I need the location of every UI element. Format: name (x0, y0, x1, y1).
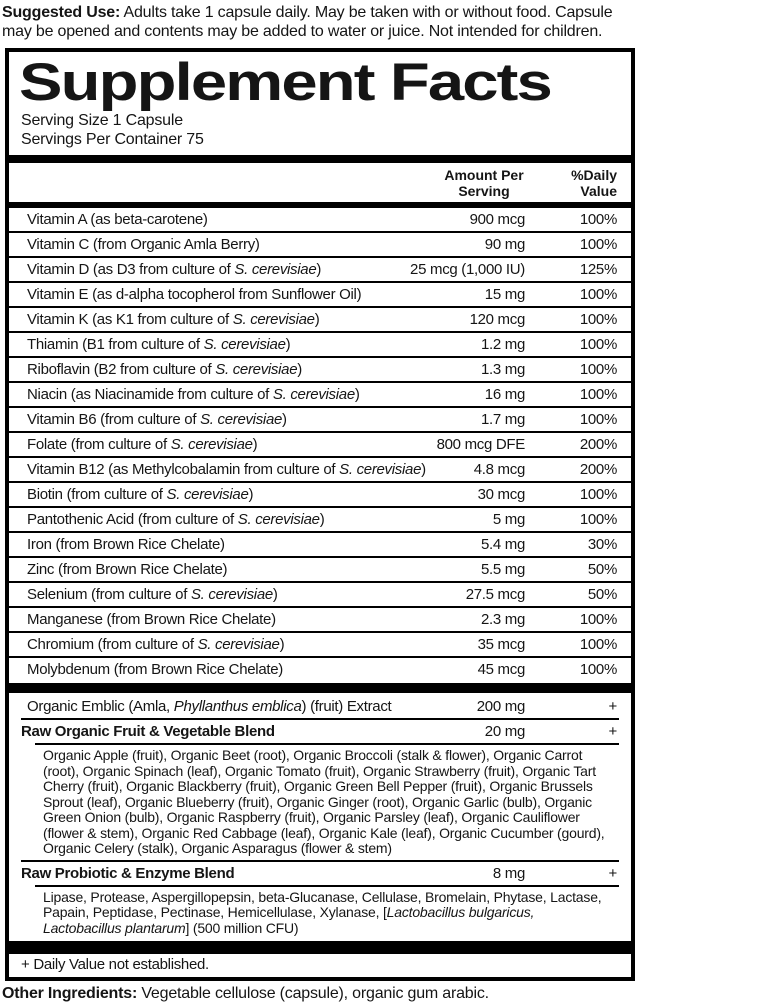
nutrient-row (9, 356, 631, 381)
ingredient-name-italic: Phyllanthus emblica (173, 698, 302, 715)
ingredient-name-text: Molybdenum (from Brown Rice Chelate) (27, 661, 283, 678)
serving-info (9, 112, 631, 149)
ingredient-name-italic: S. cerevisiae (197, 636, 280, 653)
ingredient-name-text: ) (282, 411, 287, 428)
nutrient-amount: 4.8 mcg (473, 461, 525, 478)
nutrient-name (21, 722, 485, 741)
nutrient-daily-value: + (608, 723, 617, 740)
nutrient-name (21, 585, 466, 604)
suggested-use (0, 0, 640, 43)
ingredient-name-text: Lipase, Protease, Aspergillopepsin, beta-Glucanase, Cellulase, Bromelain, Phytase, Lactase, Papain, Peptidase, Pectinase, Hemicellulase, Xylanase, [ (43, 888, 602, 920)
nutrient-amount: 35 mcg (477, 636, 525, 653)
ingredient-name-text: ) (272, 586, 278, 603)
nutrient-row (9, 281, 631, 306)
nutrient-amount: 2.3 mg (480, 611, 525, 628)
ingredient-name-text: Chromium (from culture of (27, 636, 198, 653)
nutrient-name (21, 410, 481, 429)
nutrient-amount: 90 mg (484, 236, 525, 253)
ingredient-name-italic: S. cerevisiae (215, 361, 298, 378)
amount-per-serving-header: Amount Per Serving (444, 167, 524, 199)
nutrient-daily-value: 50% (587, 586, 617, 603)
ingredient-name-text: ) (297, 361, 302, 378)
blend-row (9, 720, 631, 743)
ingredient-name-text: Raw Organic Fruit & Vegetable Blend (21, 723, 275, 740)
nutrient-amount: 25 mcg (1,000 IU) (410, 261, 525, 278)
nutrient-amount: 1.7 mg (480, 411, 525, 428)
daily-value-header: %Daily Value (571, 167, 617, 199)
nutrient-row (9, 531, 631, 556)
nutrient-name (21, 697, 477, 716)
nutrient-amount: 16 mg (484, 386, 525, 403)
ingredient-name-text: Manganese (from Brown Rice Chelate) (27, 611, 276, 628)
nutrient-name (21, 310, 470, 329)
nutrient-name (21, 485, 478, 504)
nutrient-amount: 20 mg (484, 723, 525, 740)
nutrient-name (21, 260, 410, 279)
nutrient-amount: 200 mg (476, 698, 525, 715)
blend-row (9, 862, 631, 885)
nutrient-row (9, 381, 631, 406)
nutrient-name (21, 610, 481, 629)
ingredient-name-text: Vitamin C (from Organic Amla Berry) (27, 236, 260, 253)
nutrient-row (9, 306, 631, 331)
nutrient-row (9, 606, 631, 631)
ingredient-name-text: Raw Probiotic & Enzyme Blend (21, 864, 235, 882)
nutrient-amount: 30 mcg (477, 486, 525, 503)
ingredient-name-text: ) (319, 511, 325, 528)
nutrient-row (9, 456, 631, 481)
supplement-facts-panel (5, 48, 635, 981)
nutrient-amount: 45 mcg (477, 661, 525, 678)
nutrient-amount: 5.5 mg (480, 561, 525, 578)
nutrient-amount: 15 mg (484, 286, 525, 303)
ingredient-name-text: Organic Emblic (Amla, (27, 698, 174, 715)
nutrient-row (9, 231, 631, 256)
section-bar-blends (9, 683, 631, 693)
nutrient-daily-value: 100% (579, 311, 617, 328)
column-headers (9, 163, 631, 202)
nutrient-daily-value: 100% (579, 411, 617, 428)
ingredient-name-text: ) (fruit) Extract (301, 698, 392, 715)
ingredient-name-text: ) (316, 261, 322, 278)
ingredient-name-text: Folate (from culture of (27, 436, 171, 453)
ingredient-name-text: Vitamin A (as beta-carotene) (27, 211, 208, 228)
suggested-use-text: Adults take 1 capsule daily. May be taken with or without food. Capsule may be opened and contents may be added to water or juice. Not intended for children. (2, 4, 613, 40)
nutrient-row (9, 481, 631, 506)
ingredient-name-text: Riboflavin (B2 from culture of (27, 361, 216, 378)
ingredient-name-italic: S. cerevisiae (200, 411, 283, 428)
section-bar-footnote (9, 941, 631, 954)
nutrient-daily-value: 100% (579, 286, 617, 303)
ingredient-name-text: ) (248, 486, 254, 503)
ingredient-name-text: ) (285, 336, 291, 353)
nutrient-daily-value: 100% (579, 361, 617, 378)
ingredient-name-text: Vitamin K (as K1 from culture of (27, 311, 233, 328)
ingredient-name-italic: S. cerevisiae (203, 336, 286, 353)
serving-size: Serving Size 1 Capsule (21, 112, 183, 129)
nutrient-amount: 900 mcg (469, 211, 525, 228)
nutrient-row (9, 506, 631, 531)
nutrient-name (21, 460, 474, 479)
nutrient-daily-value: + (608, 698, 617, 715)
ingredient-name-text: Vitamin E (as d-alpha tocopherol from Sunflower Oil) (27, 286, 362, 303)
nutrient-daily-value: 100% (579, 386, 617, 403)
suggested-use-label: Suggested Use: (2, 4, 121, 21)
blend-rows (9, 695, 631, 939)
nutrient-daily-value: 100% (579, 661, 617, 678)
nutrient-row (9, 406, 631, 431)
ingredient-name-text: Biotin (from culture of (27, 486, 167, 503)
nutrient-amount: 27.5 mcg (465, 586, 525, 603)
ingredient-name-text: ) (252, 436, 258, 453)
ingredient-name-italic: S. cerevisiae (234, 261, 317, 278)
ingredient-name-text: Selenium (from culture of (27, 586, 191, 603)
ingredient-name-text: Vitamin B6 (from culture of (27, 411, 201, 428)
ingredient-name-text: Niacin (as Niacinamide from culture of (27, 386, 273, 403)
ingredient-name-italic: Lactobacillus bulgaricus, Lactobacillus plantarum (43, 904, 535, 936)
ingredient-name-italic: S. cerevisiae (190, 586, 273, 603)
nutrient-daily-value: 50% (587, 561, 617, 578)
nutrient-daily-value: 30% (587, 536, 617, 553)
nutrient-daily-value: 100% (579, 611, 617, 628)
other-ingredients-text: Vegetable cellulose (capsule), organic gum arabic. (141, 985, 489, 1002)
nutrient-amount: 8 mg (492, 864, 525, 882)
ingredient-name-text: ) (279, 636, 285, 653)
nutrient-rows (9, 208, 631, 681)
ingredient-name-text: Pantothenic Acid (from culture of (27, 511, 238, 528)
nutrient-name (21, 360, 481, 379)
nutrient-row (9, 256, 631, 281)
ingredient-name-italic: S. cerevisiae (166, 486, 249, 503)
nutrient-name (21, 864, 493, 883)
nutrient-daily-value: + (608, 864, 617, 882)
nutrient-row (9, 581, 631, 606)
nutrient-name (21, 285, 485, 304)
ingredient-name-text: Iron (from Brown Rice Chelate) (27, 536, 225, 553)
nutrient-name (21, 510, 493, 529)
other-ingredients (0, 981, 640, 1003)
ingredient-name-text: Vitamin B12 (as Methylcobalamin from culture of (27, 461, 340, 478)
section-bar-top (9, 155, 631, 163)
nutrient-daily-value: 100% (579, 211, 617, 228)
nutrient-name (21, 560, 481, 579)
blend-description (9, 745, 631, 860)
nutrient-row (9, 431, 631, 456)
nutrient-daily-value: 100% (579, 511, 617, 528)
ingredient-name-text: Vitamin D (as D3 from culture of (27, 261, 235, 278)
ingredient-name-italic: S. cerevisiae (237, 511, 320, 528)
ingredient-name-text: ) (354, 386, 360, 403)
nutrient-row (9, 556, 631, 581)
nutrient-row (9, 631, 631, 656)
ingredient-name-text: Organic Apple (fruit), Organic Beet (root), Organic Broccoli (stalk & flower), Organic Carrot (root), Organic Spinach (leaf), Organic Tomato (fruit), Organic Strawberry (fruit), Organic Tart Cherry (fruit), Organic Blackberry (fruit), Organic Green Bell Pepper (fruit), Organic Brussels Sprout (leaf), Organic Blueberry (fruit), Organic Ginger (root), Organic Garlic (bulb), Organic Green Onion (bulb), Organic Raspberry (fruit), Organic Parsley (leaf), Organic Cauliflower (flower & stem), Organic Red Cabbage (leaf), Organic Kale (leaf), Organic Cucumber (gourd), Organic Celery (stalk), Organic Asparagus (flower & stem) (43, 747, 605, 856)
nutrient-daily-value: 100% (579, 236, 617, 253)
ingredient-name-text: ) (314, 311, 320, 328)
blend-description (9, 887, 631, 940)
ingredient-name-italic: S. cerevisiae (272, 386, 355, 403)
nutrient-amount: 5.4 mg (480, 536, 525, 553)
nutrient-daily-value: 100% (579, 636, 617, 653)
ingredient-name-text: Thiamin (B1 from culture of (27, 336, 204, 353)
nutrient-daily-value: 100% (579, 336, 617, 353)
nutrient-amount: 800 mcg DFE (436, 436, 525, 453)
dv-footnote: + Daily Value not established. (21, 956, 209, 973)
nutrient-name (21, 660, 478, 679)
nutrient-amount: 1.3 mg (480, 361, 525, 378)
nutrient-amount: 5 mg (492, 511, 525, 528)
nutrient-name (21, 435, 437, 454)
nutrient-row (9, 208, 631, 231)
nutrient-amount: 120 mcg (469, 311, 525, 328)
ingredient-name-text: ) (421, 461, 426, 478)
nutrient-name (21, 335, 481, 354)
other-ingredients-label: Other Ingredients: (2, 985, 138, 1002)
ingredient-name-italic: S. cerevisiae (170, 436, 253, 453)
nutrient-daily-value: 200% (579, 461, 617, 478)
blend-row (9, 695, 631, 718)
ingredient-name-italic: S. cerevisiae (339, 461, 422, 478)
nutrient-row (9, 331, 631, 356)
nutrient-name (21, 235, 485, 254)
nutrient-daily-value: 100% (579, 486, 617, 503)
panel-title: Supplement Facts (19, 53, 551, 112)
ingredient-name-italic: S. cerevisiae (232, 311, 315, 328)
nutrient-name (21, 535, 481, 554)
ingredient-name-text: Zinc (from Brown Rice Chelate) (27, 561, 228, 578)
nutrient-row (9, 656, 631, 681)
ingredient-name-text: ] (500 million CFU) (185, 919, 299, 936)
nutrient-name (21, 210, 470, 229)
servings-per-container: Servings Per Container 75 (21, 131, 204, 148)
nutrient-daily-value: 125% (579, 261, 617, 278)
nutrient-amount: 1.2 mg (480, 336, 525, 353)
nutrient-name (21, 635, 478, 654)
nutrient-daily-value: 200% (579, 436, 617, 453)
nutrient-name (21, 385, 485, 404)
